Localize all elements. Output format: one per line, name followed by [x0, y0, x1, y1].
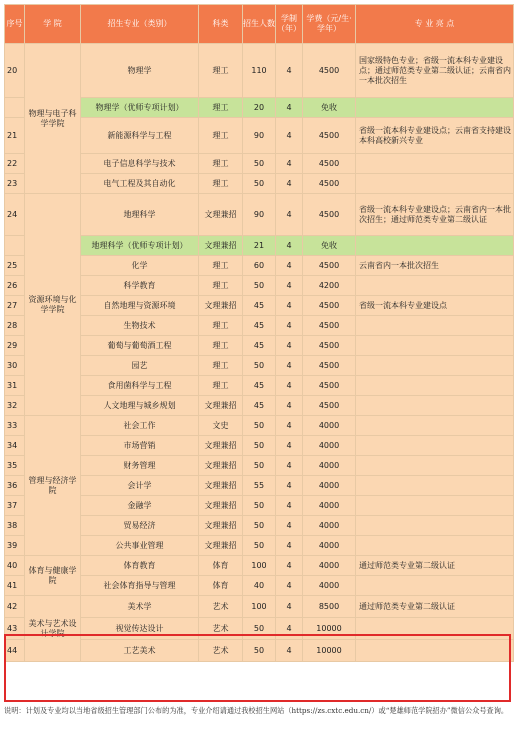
table-row — [5, 396, 514, 416]
table-row — [5, 118, 514, 154]
row-fee: 4500 — [303, 194, 356, 236]
row-years: 4 — [276, 396, 303, 416]
row-no: 20 — [5, 44, 25, 98]
row-highlight — [356, 416, 514, 436]
row-highlight — [356, 174, 514, 194]
row-years: 4 — [276, 174, 303, 194]
row-major: 葡萄与葡萄酒工程 — [81, 336, 199, 356]
row-years: 4 — [276, 556, 303, 576]
college-cell: 体育与健康学院 — [25, 556, 81, 596]
row-years: 4 — [276, 98, 303, 118]
header-type: 科类 — [199, 5, 243, 44]
row-num: 45 — [243, 336, 276, 356]
row-major: 自然地理与资源环境 — [81, 296, 199, 316]
table-row — [5, 576, 514, 596]
header-no: 序号 — [5, 5, 25, 44]
row-fee: 4500 — [303, 154, 356, 174]
row-num: 50 — [243, 496, 276, 516]
row-type: 理工 — [199, 316, 243, 336]
table-row — [5, 336, 514, 356]
row-type: 文理兼招 — [199, 476, 243, 496]
row-no: 28 — [5, 316, 25, 336]
row-years: 4 — [276, 456, 303, 476]
table-row — [5, 496, 514, 516]
row-num: 45 — [243, 376, 276, 396]
row-type: 理工 — [199, 276, 243, 296]
header-highlight: 专 业 亮 点 — [356, 5, 514, 44]
row-no: 39 — [5, 536, 25, 556]
row-highlight — [356, 640, 514, 662]
row-no: 30 — [5, 356, 25, 376]
row-highlight: 省级一流本科专业建设点；云南省内一本批次招生；通过师范类专业第二级认证 — [356, 194, 514, 236]
row-no: 38 — [5, 516, 25, 536]
row-fee: 4000 — [303, 516, 356, 536]
row-years: 4 — [276, 236, 303, 256]
row-fee: 4500 — [303, 256, 356, 276]
row-num: 21 — [243, 236, 276, 256]
row-major: 工艺美术 — [81, 640, 199, 662]
row-no — [5, 236, 25, 256]
row-fee: 4500 — [303, 296, 356, 316]
row-no: 35 — [5, 456, 25, 476]
row-years: 4 — [276, 596, 303, 618]
row-type: 艺术 — [199, 618, 243, 640]
row-fee: 4500 — [303, 316, 356, 336]
row-type: 理工 — [199, 336, 243, 356]
row-num: 45 — [243, 316, 276, 336]
row-years: 4 — [276, 576, 303, 596]
table-row — [5, 356, 514, 376]
row-highlight: 国家级特色专业；省级一流本科专业建设点；通过师范类专业第二级认证；云南省内一本批次招生 — [356, 44, 514, 98]
college-cell: 美术与艺术设计学院 — [25, 596, 81, 662]
row-major: 金融学 — [81, 496, 199, 516]
row-years: 4 — [276, 256, 303, 276]
row-years: 4 — [276, 640, 303, 662]
row-num: 50 — [243, 456, 276, 476]
row-no: 24 — [5, 194, 25, 236]
table-row — [5, 256, 514, 276]
row-no: 37 — [5, 496, 25, 516]
row-years: 4 — [276, 496, 303, 516]
row-no: 25 — [5, 256, 25, 276]
row-type: 体育 — [199, 576, 243, 596]
row-major: 贸易经济 — [81, 516, 199, 536]
row-type: 文理兼招 — [199, 536, 243, 556]
row-num: 50 — [243, 640, 276, 662]
row-highlight — [356, 618, 514, 640]
row-highlight — [356, 456, 514, 476]
header-major: 招生专业（类别） — [81, 5, 199, 44]
row-type: 理工 — [199, 376, 243, 396]
row-major: 物理学 — [81, 44, 199, 98]
row-highlight — [356, 336, 514, 356]
row-num: 50 — [243, 618, 276, 640]
row-type: 理工 — [199, 98, 243, 118]
row-highlight — [356, 236, 514, 256]
row-major: 电子信息科学与技术 — [81, 154, 199, 174]
row-highlight — [356, 98, 514, 118]
row-fee: 4000 — [303, 416, 356, 436]
table-row — [5, 276, 514, 296]
row-no: 23 — [5, 174, 25, 194]
row-fee: 4000 — [303, 456, 356, 476]
row-major: 市场营销 — [81, 436, 199, 456]
row-type: 文理兼招 — [199, 194, 243, 236]
row-num: 60 — [243, 256, 276, 276]
row-fee: 4500 — [303, 396, 356, 416]
row-num: 100 — [243, 556, 276, 576]
row-no — [5, 98, 25, 118]
row-type: 文理兼招 — [199, 516, 243, 536]
row-highlight — [356, 516, 514, 536]
row-years: 4 — [276, 154, 303, 174]
row-years: 4 — [276, 376, 303, 396]
row-num: 50 — [243, 436, 276, 456]
row-fee: 4500 — [303, 174, 356, 194]
row-type: 文理兼招 — [199, 236, 243, 256]
row-years: 4 — [276, 316, 303, 336]
row-no: 40 — [5, 556, 25, 576]
row-years: 4 — [276, 356, 303, 376]
row-highlight: 通过师范类专业第二级认证 — [356, 556, 514, 576]
row-major: 财务管理 — [81, 456, 199, 476]
row-major: 人文地理与城乡规划 — [81, 396, 199, 416]
row-highlight: 云南省内一本批次招生 — [356, 256, 514, 276]
row-type: 理工 — [199, 44, 243, 98]
row-no: 42 — [5, 596, 25, 618]
table-row — [5, 436, 514, 456]
row-major: 视觉传达设计 — [81, 618, 199, 640]
row-fee: 8500 — [303, 596, 356, 618]
row-fee: 免收 — [303, 98, 356, 118]
table-row — [5, 194, 514, 236]
row-fee: 4500 — [303, 44, 356, 98]
row-highlight — [356, 154, 514, 174]
row-fee: 4500 — [303, 376, 356, 396]
table-row — [5, 236, 514, 256]
row-years: 4 — [276, 276, 303, 296]
row-highlight — [356, 356, 514, 376]
row-num: 50 — [243, 516, 276, 536]
row-fee: 免收 — [303, 236, 356, 256]
header-row — [5, 5, 514, 44]
row-highlight — [356, 276, 514, 296]
college-cell: 物理与电子科学学院 — [25, 44, 81, 194]
row-no: 36 — [5, 476, 25, 496]
table-row — [5, 296, 514, 316]
row-major: 电气工程及其自动化 — [81, 174, 199, 194]
row-num: 100 — [243, 596, 276, 618]
row-type: 理工 — [199, 356, 243, 376]
row-type: 艺术 — [199, 640, 243, 662]
row-type: 文理兼招 — [199, 456, 243, 476]
row-type: 理工 — [199, 118, 243, 154]
row-major: 物理学（优师专项计划） — [81, 98, 199, 118]
row-fee: 10000 — [303, 618, 356, 640]
row-major: 社会体育指导与管理 — [81, 576, 199, 596]
row-num: 110 — [243, 44, 276, 98]
row-highlight: 省级一流本科专业建设点；云南省支持建设本科高校新兴专业 — [356, 118, 514, 154]
table-row — [5, 416, 514, 436]
row-highlight: 省级一流本科专业建设点 — [356, 296, 514, 316]
row-highlight: 通过师范类专业第二级认证 — [356, 596, 514, 618]
row-major: 美术学 — [81, 596, 199, 618]
row-num: 50 — [243, 154, 276, 174]
row-major: 园艺 — [81, 356, 199, 376]
row-num: 50 — [243, 356, 276, 376]
row-num: 45 — [243, 296, 276, 316]
row-no: 44 — [5, 640, 25, 662]
row-type: 理工 — [199, 154, 243, 174]
row-no: 33 — [5, 416, 25, 436]
row-type: 艺术 — [199, 596, 243, 618]
row-fee: 4000 — [303, 536, 356, 556]
row-num: 90 — [243, 118, 276, 154]
row-no: 29 — [5, 336, 25, 356]
row-years: 4 — [276, 118, 303, 154]
row-fee: 4000 — [303, 436, 356, 456]
admission-table — [4, 4, 514, 662]
row-major: 会计学 — [81, 476, 199, 496]
row-years: 4 — [276, 194, 303, 236]
row-no: 21 — [5, 118, 25, 154]
row-no: 31 — [5, 376, 25, 396]
row-major: 社会工作 — [81, 416, 199, 436]
table-row — [5, 98, 514, 118]
row-num: 40 — [243, 576, 276, 596]
row-no: 34 — [5, 436, 25, 456]
row-years: 4 — [276, 436, 303, 456]
row-num: 50 — [243, 416, 276, 436]
row-fee: 4000 — [303, 576, 356, 596]
row-fee: 4000 — [303, 496, 356, 516]
row-major: 地理科学（优师专项计划） — [81, 236, 199, 256]
row-fee: 4500 — [303, 118, 356, 154]
row-major: 化学 — [81, 256, 199, 276]
table-row — [5, 316, 514, 336]
row-years: 4 — [276, 336, 303, 356]
row-years: 4 — [276, 44, 303, 98]
row-years: 4 — [276, 618, 303, 640]
row-highlight — [356, 476, 514, 496]
row-no: 22 — [5, 154, 25, 174]
row-fee: 4000 — [303, 476, 356, 496]
row-major: 地理科学 — [81, 194, 199, 236]
header-college: 学 院 — [25, 5, 81, 44]
row-num: 20 — [243, 98, 276, 118]
row-type: 理工 — [199, 174, 243, 194]
college-cell: 资源环境与化学学院 — [25, 194, 81, 416]
row-num: 90 — [243, 194, 276, 236]
row-years: 4 — [276, 536, 303, 556]
row-major: 新能源科学与工程 — [81, 118, 199, 154]
row-major: 食用菌科学与工程 — [81, 376, 199, 396]
row-no: 43 — [5, 618, 25, 640]
row-major: 体育教育 — [81, 556, 199, 576]
header-years: 学制（年） — [276, 5, 303, 44]
row-years: 4 — [276, 416, 303, 436]
row-num: 50 — [243, 536, 276, 556]
table-row — [5, 174, 514, 194]
row-type: 文理兼招 — [199, 296, 243, 316]
table-row — [5, 154, 514, 174]
row-highlight — [356, 396, 514, 416]
row-major: 生物技术 — [81, 316, 199, 336]
table-row — [5, 376, 514, 396]
row-no: 41 — [5, 576, 25, 596]
row-fee: 4500 — [303, 356, 356, 376]
row-fee: 4200 — [303, 276, 356, 296]
row-no: 27 — [5, 296, 25, 316]
table-row — [5, 516, 514, 536]
row-num: 50 — [243, 174, 276, 194]
row-fee: 4000 — [303, 556, 356, 576]
row-type: 文史 — [199, 416, 243, 436]
row-type: 体育 — [199, 556, 243, 576]
row-num: 55 — [243, 476, 276, 496]
row-fee: 10000 — [303, 640, 356, 662]
header-num: 招生人数 — [243, 5, 276, 44]
row-highlight — [356, 536, 514, 556]
table-row — [5, 640, 514, 662]
table-row — [5, 44, 514, 98]
college-cell: 管理与经济学院 — [25, 416, 81, 556]
header-fee: 学费（元/生·学年） — [303, 5, 356, 44]
row-years: 4 — [276, 296, 303, 316]
row-no: 32 — [5, 396, 25, 416]
table-row — [5, 456, 514, 476]
table-row — [5, 476, 514, 496]
row-type: 文理兼招 — [199, 496, 243, 516]
row-fee: 4500 — [303, 336, 356, 356]
row-years: 4 — [276, 476, 303, 496]
table-row — [5, 536, 514, 556]
row-highlight — [356, 496, 514, 516]
row-no: 26 — [5, 276, 25, 296]
row-highlight — [356, 576, 514, 596]
row-type: 文理兼招 — [199, 396, 243, 416]
row-num: 50 — [243, 276, 276, 296]
row-type: 文理兼招 — [199, 436, 243, 456]
table-row — [5, 618, 514, 640]
row-type: 理工 — [199, 256, 243, 276]
footnote: 说明：计划及专业均以当地省级招生管理部门公布的为准，专业介绍请通过我校招生网站（https://zs.cxtc.edu.cn/）或“楚雄师范学院招办”微信公众号查询。 — [4, 706, 509, 715]
row-major: 科学教育 — [81, 276, 199, 296]
row-num: 45 — [243, 396, 276, 416]
table-row — [5, 596, 514, 618]
row-highlight — [356, 436, 514, 456]
table-row — [5, 556, 514, 576]
row-major: 公共事业管理 — [81, 536, 199, 556]
row-highlight — [356, 376, 514, 396]
row-highlight — [356, 316, 514, 336]
row-years: 4 — [276, 516, 303, 536]
